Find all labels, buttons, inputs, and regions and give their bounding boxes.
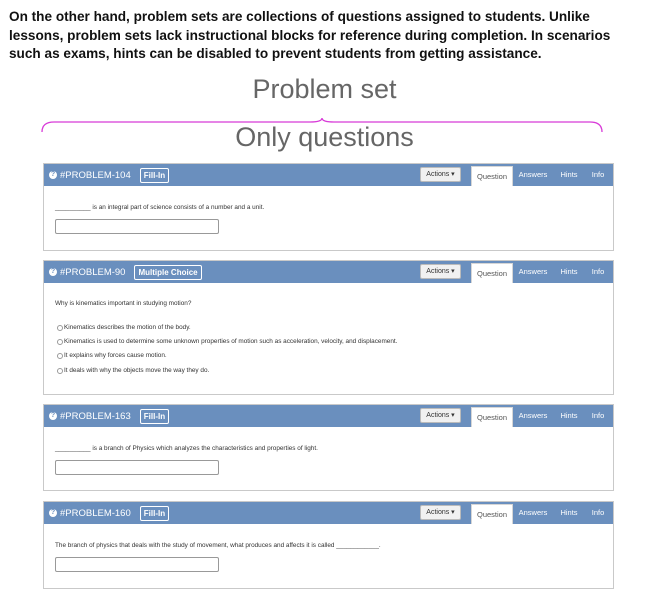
question-text: __________ is an integral part of science consists of a number and a unit. (55, 204, 265, 211)
tab-info[interactable]: Info (591, 411, 605, 420)
help-icon[interactable]: ? (50, 509, 56, 516)
choice-option[interactable] (57, 324, 191, 331)
radio-button[interactable] (57, 339, 63, 345)
choice-label: It explains why forces cause motion. (64, 352, 167, 359)
tab-hints[interactable]: Hints (560, 170, 578, 179)
problem-header (44, 405, 613, 427)
answer-input[interactable] (55, 460, 219, 475)
problem-card (43, 404, 614, 491)
tab-hints[interactable]: Hints (560, 267, 578, 276)
help-icon[interactable]: ? (50, 412, 56, 419)
tab-question[interactable]: Question (471, 263, 513, 283)
problem-card (43, 163, 614, 251)
problem-type-badge: Fill-In (140, 506, 169, 521)
problem-header (44, 164, 613, 186)
answer-input[interactable] (55, 557, 219, 572)
choice-label: Kinematics is used to determine some unknown properties of motion such as acceleration, velocity, and displacement. (64, 338, 398, 345)
tab-answers[interactable]: Answers (518, 411, 548, 420)
problem-header (44, 261, 613, 283)
choice-option[interactable] (57, 352, 167, 359)
radio-button[interactable] (57, 368, 63, 374)
help-icon[interactable]: ? (50, 171, 56, 178)
intro-paragraph: On the other hand, problem sets are collections of questions assigned to students. Unlike lessons, problem sets lack instructional blocks for reference during completion. In scenarios such as exams, hints can be disabled to prevent students from getting assistance. (9, 9, 611, 61)
problem-type-badge: Fill-In (140, 168, 169, 183)
tab-info[interactable]: Info (591, 267, 605, 276)
diagram-subtitle: Only questions (235, 122, 414, 152)
question-text: Why is kinematics important in studying motion? (55, 300, 192, 307)
radio-button[interactable] (57, 353, 63, 359)
problem-id[interactable]: #PROBLEM-163 (60, 410, 131, 422)
radio-button[interactable] (57, 325, 63, 331)
problem-type-badge: Fill-In (140, 409, 169, 424)
tab-answers[interactable]: Answers (518, 267, 548, 276)
tab-question[interactable]: Question (471, 504, 513, 524)
problem-type-badge: Multiple Choice (134, 265, 201, 280)
choice-label: Kinematics describes the motion of the body. (64, 324, 191, 331)
tab-info[interactable]: Info (591, 170, 605, 179)
actions-button[interactable]: Actions ▾ (420, 505, 461, 520)
tab-answers[interactable]: Answers (518, 170, 548, 179)
actions-button[interactable]: Actions ▾ (420, 408, 461, 423)
problem-id[interactable]: #PROBLEM-160 (60, 507, 131, 519)
choice-option[interactable] (57, 338, 397, 345)
tab-question[interactable]: Question (471, 407, 513, 427)
actions-button[interactable]: Actions ▾ (420, 167, 461, 182)
question-text: The branch of physics that deals with the study of movement, what produces and affects it is called ____________. (55, 542, 381, 549)
problem-header (44, 502, 613, 524)
tab-hints[interactable]: Hints (560, 411, 578, 420)
problem-card (43, 260, 614, 395)
actions-button[interactable]: Actions ▾ (420, 264, 461, 279)
tab-question[interactable]: Question (471, 166, 513, 186)
tab-answers[interactable]: Answers (518, 508, 548, 517)
problem-id[interactable]: #PROBLEM-90 (60, 266, 126, 278)
tab-hints[interactable]: Hints (560, 508, 578, 517)
problem-card (43, 501, 614, 589)
diagram-title: Problem set (252, 74, 397, 104)
question-text: __________ is a branch of Physics which analyzes the characteristics and properties of light. (55, 445, 318, 452)
problem-id[interactable]: #PROBLEM-104 (60, 169, 131, 181)
choice-label: It deals with why the objects move the way they do. (64, 367, 210, 374)
answer-input[interactable] (55, 219, 219, 234)
help-icon[interactable]: ? (50, 268, 56, 275)
choice-option[interactable] (57, 367, 209, 374)
tab-info[interactable]: Info (591, 508, 605, 517)
